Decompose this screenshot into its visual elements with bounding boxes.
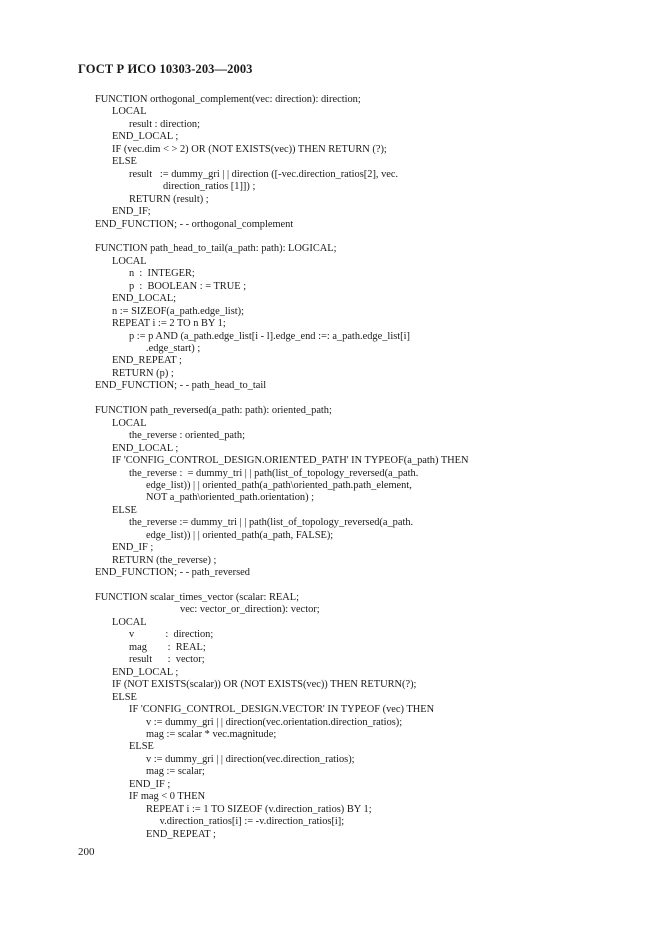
code-line: IF (vec.dim < > 2) OR (NOT EXISTS(vec)) THEN RETURN (?); [112, 143, 387, 155]
code-line: RETURN (p) ; [112, 367, 174, 379]
code-line: LOCAL [112, 417, 147, 429]
code-line: FUNCTION orthogonal_complement(vec: direction): direction; [95, 94, 361, 105]
code-line: END_LOCAL; [112, 293, 177, 305]
code-line: IF 'CONFIG_CONTROL_DESIGN.VECTOR' IN TYPEOF (vec) THEN [129, 704, 435, 716]
code-line: ELSE [112, 691, 137, 703]
code-line: n : INTEGER; [129, 268, 195, 280]
code-line: END_FUNCTION; - - path_reversed [95, 567, 250, 579]
code-line: END_LOCAL ; [112, 131, 179, 143]
code-line: the_reverse : = dummy_tri | | path(list_of_topology_reversed(a_path. [129, 467, 419, 479]
code-line: IF (NOT EXISTS(scalar)) OR (NOT EXISTS(vec)) THEN RETURN(?); [112, 679, 417, 691]
code-line: LOCAL [112, 106, 147, 118]
code-line: direction_ratios [1]]) ; [163, 181, 256, 193]
code-line: result : vector; [129, 654, 205, 666]
code-line: FUNCTION path_head_to_tail(a_path: path): LOGICAL; [95, 243, 337, 255]
code-line: edge_list)) | | oriented_path(a_path, FALSE); [146, 529, 334, 541]
code-line: v := dummy_gri | | direction(vec.direction_ratios); [146, 753, 355, 765]
document-header: ГОСТ Р ИСО 10303-203—2003 [78, 62, 253, 76]
code-line: v := dummy_gri | | direction(vec.orientation.direction_ratios); [146, 716, 403, 728]
code-line: vec: vector_or_direction): vector; [180, 604, 320, 616]
code-line: mag := scalar; [146, 766, 205, 778]
code-line: END_IF ; [129, 778, 171, 790]
code-line: END_LOCAL ; [112, 442, 179, 454]
code-line: REPEAT i := 2 TO n BY 1; [112, 318, 226, 330]
code-line: v : direction; [129, 629, 214, 641]
code-line: mag := scalar * vec.magnitude; [146, 728, 277, 740]
code-line: the_reverse : oriented_path; [129, 430, 245, 442]
code-line: ELSE [112, 156, 137, 168]
code-line: RETURN (the_reverse) ; [112, 554, 217, 566]
code-line: p := p AND (a_path.edge_list[i - l].edge_end :=: a_path.edge_list[i] [129, 330, 410, 342]
code-line: END_FUNCTION; - - path_head_to_tail [95, 380, 267, 392]
code-line: ELSE [112, 504, 137, 516]
code-line: result := dummy_gri | | direction ([-vec.direction_ratios[2], vec. [129, 168, 399, 180]
code-line: END_REPEAT ; [112, 355, 182, 367]
code-line: END_FUNCTION; - - orthogonal_complement [95, 218, 294, 230]
code-line: END_LOCAL ; [112, 666, 179, 678]
code-line: RETURN (result) ; [129, 193, 209, 205]
code-line: edge_list)) | | oriented_path(a_path\oriented_path.path_element, [146, 479, 412, 491]
code-line: mag : REAL; [129, 641, 206, 653]
code-line: END_IF ; [112, 542, 154, 554]
code-line: .edge_start) ; [146, 343, 201, 354]
code-line: result : direction; [129, 118, 200, 130]
code-line: IF mag < 0 THEN [129, 791, 206, 803]
code-line: IF 'CONFIG_CONTROL_DESIGN.ORIENTED_PATH' IN TYPEOF(a_path) THEN [112, 455, 469, 467]
code-line: the_reverse := dummy_tri | | path(list_of_topology_reversed(a_path. [129, 517, 414, 529]
code-line: v.direction_ratios[i] := -v.direction_ratios[i]; [159, 816, 345, 828]
code-line: ELSE [129, 741, 154, 753]
code-line: END_IF; [112, 206, 151, 218]
code-line: FUNCTION path_reversed(a_path: path): oriented_path; [95, 405, 332, 417]
code-line: REPEAT i := 1 TO SIZEOF (v.direction_ratios) BY 1; [146, 803, 372, 815]
code-line: LOCAL [112, 616, 147, 628]
code-line: NOT a_path\oriented_path.orientation) ; [146, 492, 315, 504]
page-number: 200 [78, 846, 95, 858]
code-line: END_REPEAT ; [146, 828, 216, 840]
code-line: FUNCTION scalar_times_vector (scalar: REAL; [95, 592, 300, 603]
code-line: n := SIZEOF(a_path.edge_list); [112, 305, 244, 317]
code-line: p : BOOLEAN : = TRUE ; [129, 280, 247, 292]
code-line: LOCAL [112, 255, 147, 267]
